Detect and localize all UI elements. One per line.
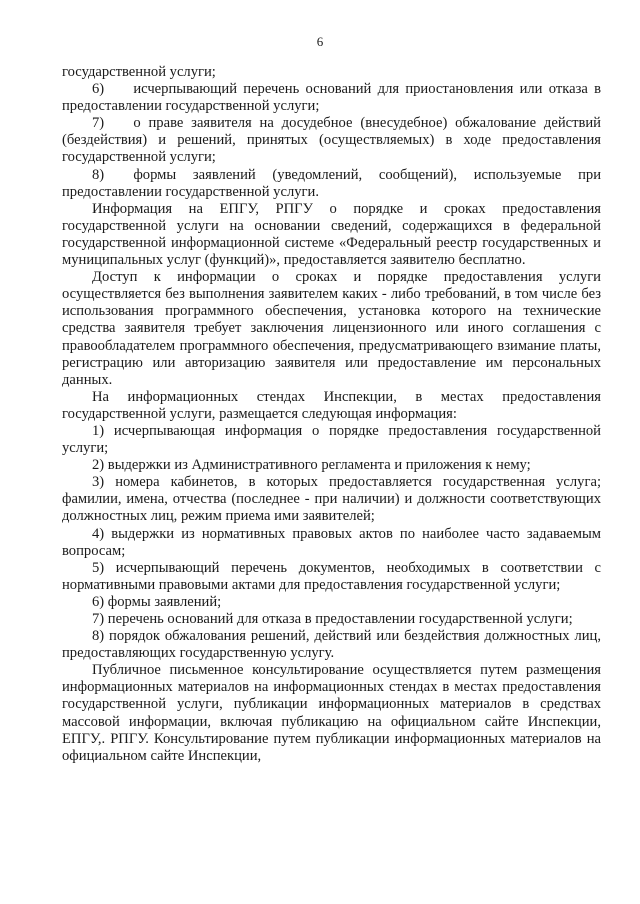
stand-item-4: 4) выдержки из нормативных правовых актов по наиболее часто задаваемым вопросам; — [62, 525, 601, 559]
stand-item-8: 8) порядок обжалования решений, действий или бездействия должностных лиц, предоставляющих государственную услугу. — [62, 628, 601, 662]
document-body — [62, 64, 601, 765]
list-item-8: 8) формы заявлений (уведомлений, сообщений), используемые при предоставлении государственной услуги. — [62, 166, 601, 200]
stand-item-7: 7) перечень оснований для отказа в предоставлении государственной услуги; — [92, 611, 573, 627]
paragraph-stands: На информационных стендах Инспекции, в местах предоставления государственной услуги, размещается следующая информация: — [62, 388, 601, 422]
paragraph-1: государственной услуги; — [62, 64, 216, 80]
list-item-6: 6) исчерпывающий перечень оснований для приостановления или отказа в предоставлении государственной услуги; — [62, 81, 601, 115]
stand-item-1: 1) исчерпывающая информация о порядке предоставления государственной услуги; — [62, 422, 601, 457]
stand-item-2: 2) выдержки из Административного регламента и приложения к нему; — [92, 457, 531, 474]
stand-item-5: 5) исчерпывающий перечень документов, необходимых в соответствии с нормативными правовыми актами для предоставления государственной услуги; — [62, 559, 601, 593]
stand-item-6: 6) формы заявлений; — [92, 593, 222, 610]
stand-item-3: 3) номера кабинетов, в которых предоставляется государственная услуга; фамилии, имена, отчества (последнее - при наличии) и должности соответствующих должностных лиц, режим приема ими заявителей; — [62, 474, 601, 525]
page-number: 6 — [316, 34, 324, 49]
paragraph-epgu-info: Информация на ЕПГУ, РПГУ о порядке и сроках предоставления государственной услуги на основании сведений, содержащихся в федеральной государственной информационной системе «Федеральный реестр государственных и муниципальных услуг (функций)», предоставляется заявителю бесплатно. — [62, 200, 601, 269]
paragraph-access: Доступ к информации о сроках и порядке предоставления услуги осуществляется без выполнения заявителем каких - либо требований, в том числе без использования программного обеспечения, установка которого на технические средства заявителя требует заключения лицензионного или иного соглашения с правообладателем программного обеспечения, предусматривающего взимание платы, регистрацию или авторизацию заявителя или предоставление им персональных данных. — [62, 269, 601, 388]
list-item-7: 7) о праве заявителя на досудебное (внесудебное) обжалование действий (бездействия) и решений, принятых (осуществляемых) в ходе предоставления государственной услуги; — [62, 115, 601, 166]
paragraph-public-consulting: Публичное письменное консультирование осуществляется путем размещения информационных материалов на информационных стендах в местах предоставления государственной услуги, публикации информационных материалов в средствах массовой информации, включая публикацию на официальном сайте Инспекции, ЕПГУ,. РПГУ. Консультирование путем публикации информационных материалов на официальном сайте Инспекции, — [62, 662, 601, 764]
